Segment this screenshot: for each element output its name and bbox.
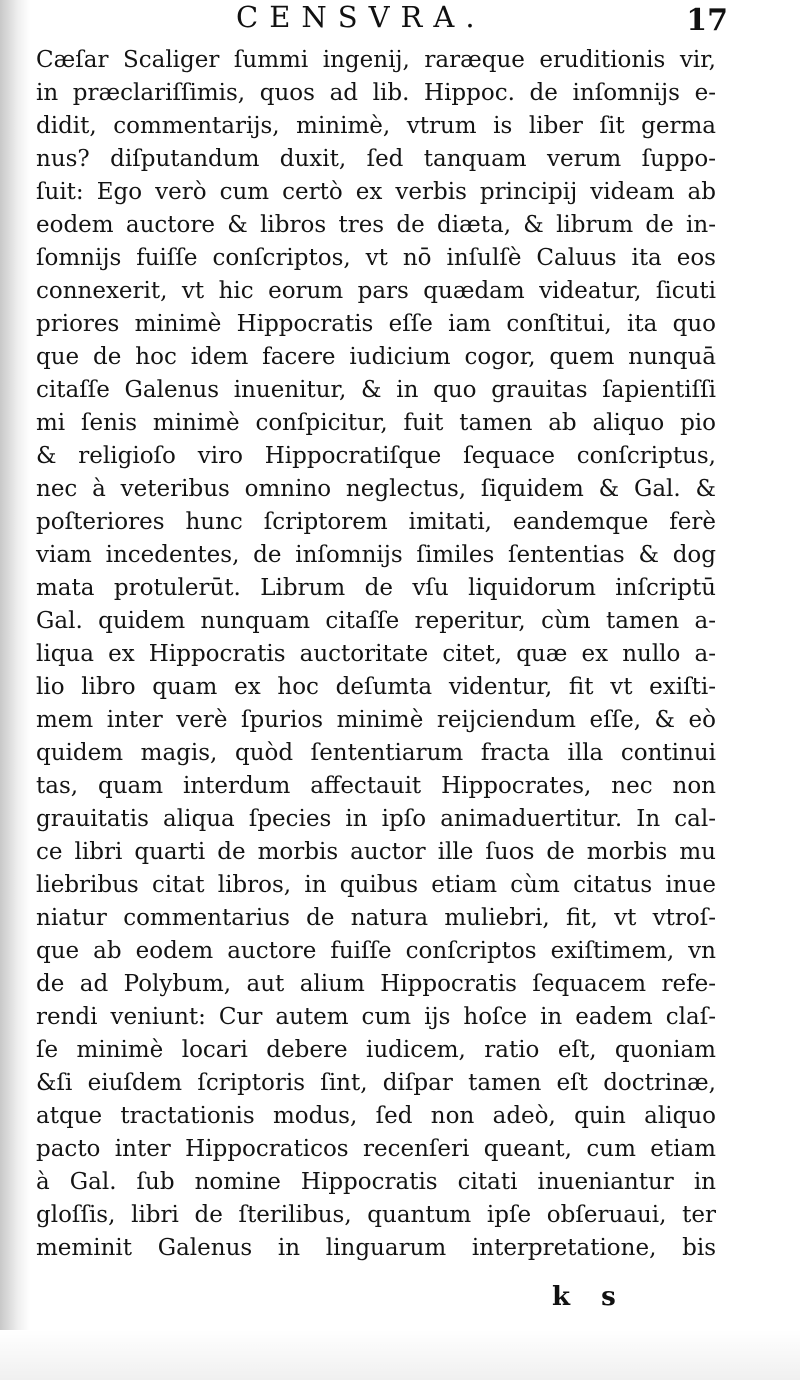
running-head: CENSVRA.: [236, 0, 486, 34]
text-line: meminit Galenus in linguarum interpretatione, bis: [36, 1235, 716, 1261]
text-line: à Gal. ſub nomine Hippocratis citati inueniantur in: [36, 1169, 716, 1195]
text-line: que ab eodem auctore fuiſſe conſcriptos exiſtimem, vn: [36, 938, 716, 964]
signature-catchword: k s: [552, 1282, 616, 1312]
text-line: quidem magis, quòd ſententiarum fracta illa continui: [36, 740, 716, 766]
text-line: ſe minimè locari debere iudicem, ratio eſt, quoniam: [36, 1037, 716, 1063]
text-line: lio libro quam ex hoc deſumta videntur, fit vt exiſti-: [36, 674, 716, 700]
text-line: nec à veteribus omnino neglectus, ſiquidem & Gal. &: [36, 476, 716, 502]
text-line: atque tractationis modus, ſed non adeò, quin aliquo: [36, 1103, 716, 1129]
text-line: que de hoc idem facere iudicium cogor, quem nunquā: [36, 344, 716, 370]
text-line: poſteriores hunc ſcriptorem imitati, eandemque ferè: [36, 509, 716, 535]
text-line: rendi veniunt: Cur autem cum ijs hoſce in eadem claſ-: [36, 1004, 716, 1030]
text-line: tas, quam interdum affectauit Hippocrates, nec non: [36, 773, 716, 799]
text-line: ce libri quarti de morbis auctor ille ſuos de morbis mu: [36, 839, 716, 865]
text-line: de ad Polybum, aut alium Hippocratis ſequacem refe-: [36, 971, 716, 997]
text-line: Cæſar Scaliger ſummi ingenij, raræque eruditionis vir,: [36, 47, 716, 73]
text-line: niatur commentarius de natura muliebri, fit, vt vtroſ-: [36, 905, 716, 931]
text-line: didit, commentarijs, minimè, vtrum is liber ſit germa: [36, 113, 716, 139]
text-line: gloſſis, libri de ſterilibus, quantum ipſe obſeruaui, ter: [36, 1202, 716, 1228]
text-line: connexerit, vt hic eorum pars quædam videatur, ſicuti: [36, 278, 716, 304]
text-line: liebribus citat libros, in quibus etiam cùm citatus inue: [36, 872, 716, 898]
text-line: ſuit: Ego verò cum certò ex verbis principij videam ab: [36, 179, 716, 205]
text-line: grauitatis aliqua ſpecies in ipſo animaduertitur. In cal-: [36, 806, 716, 832]
text-line: mata protulerūt. Librum de vſu liquidorum inſcriptū: [36, 575, 716, 601]
text-line: citaſſe Galenus inuenitur, & in quo grauitas ſapientiſſi: [36, 377, 716, 403]
page-gutter-shadow: [0, 0, 30, 1380]
text-line: in præclariſſimis, quos ad lib. Hippoc. de inſomnijs e-: [36, 80, 716, 106]
text-line: viam incedentes, de inſomnijs ſimiles ſententias & dog: [36, 542, 716, 568]
text-line: & religioſo viro Hippocratiſque ſequace conſcriptus,: [36, 443, 716, 469]
page-number: 17: [686, 3, 728, 38]
body-text: [36, 44, 716, 1265]
text-line: ſomnijs fuiſſe conſcriptos, vt nō inſulſè Caluus ita eos: [36, 245, 716, 271]
text-line: pacto inter Hippocraticos recenſeri queant, cum etiam: [36, 1136, 716, 1162]
page-bottom-margin: [0, 1330, 800, 1380]
text-line: Gal. quidem nunquam citaſſe reperitur, cùm tamen a-: [36, 608, 716, 634]
text-line: mi ſenis minimè conſpicitur, fuit tamen ab aliquo pio: [36, 410, 716, 436]
text-line: priores minimè Hippocratis eſſe iam conſtitui, ita quo: [36, 311, 716, 337]
text-line: liqua ex Hippocratis auctoritate citet, quæ ex nullo a-: [36, 641, 716, 667]
text-line: &ſi eiuſdem ſcriptoris ſint, diſpar tamen eſt doctrinæ,: [36, 1070, 716, 1096]
text-line: mem inter verè ſpurios minimè reijciendum eſſe, & eò: [36, 707, 716, 733]
text-line: nus? diſputandum duxit, ſed tanquam verum ſuppo-: [36, 146, 716, 172]
text-line: eodem auctore & libros tres de diæta, & librum de in-: [36, 212, 716, 238]
